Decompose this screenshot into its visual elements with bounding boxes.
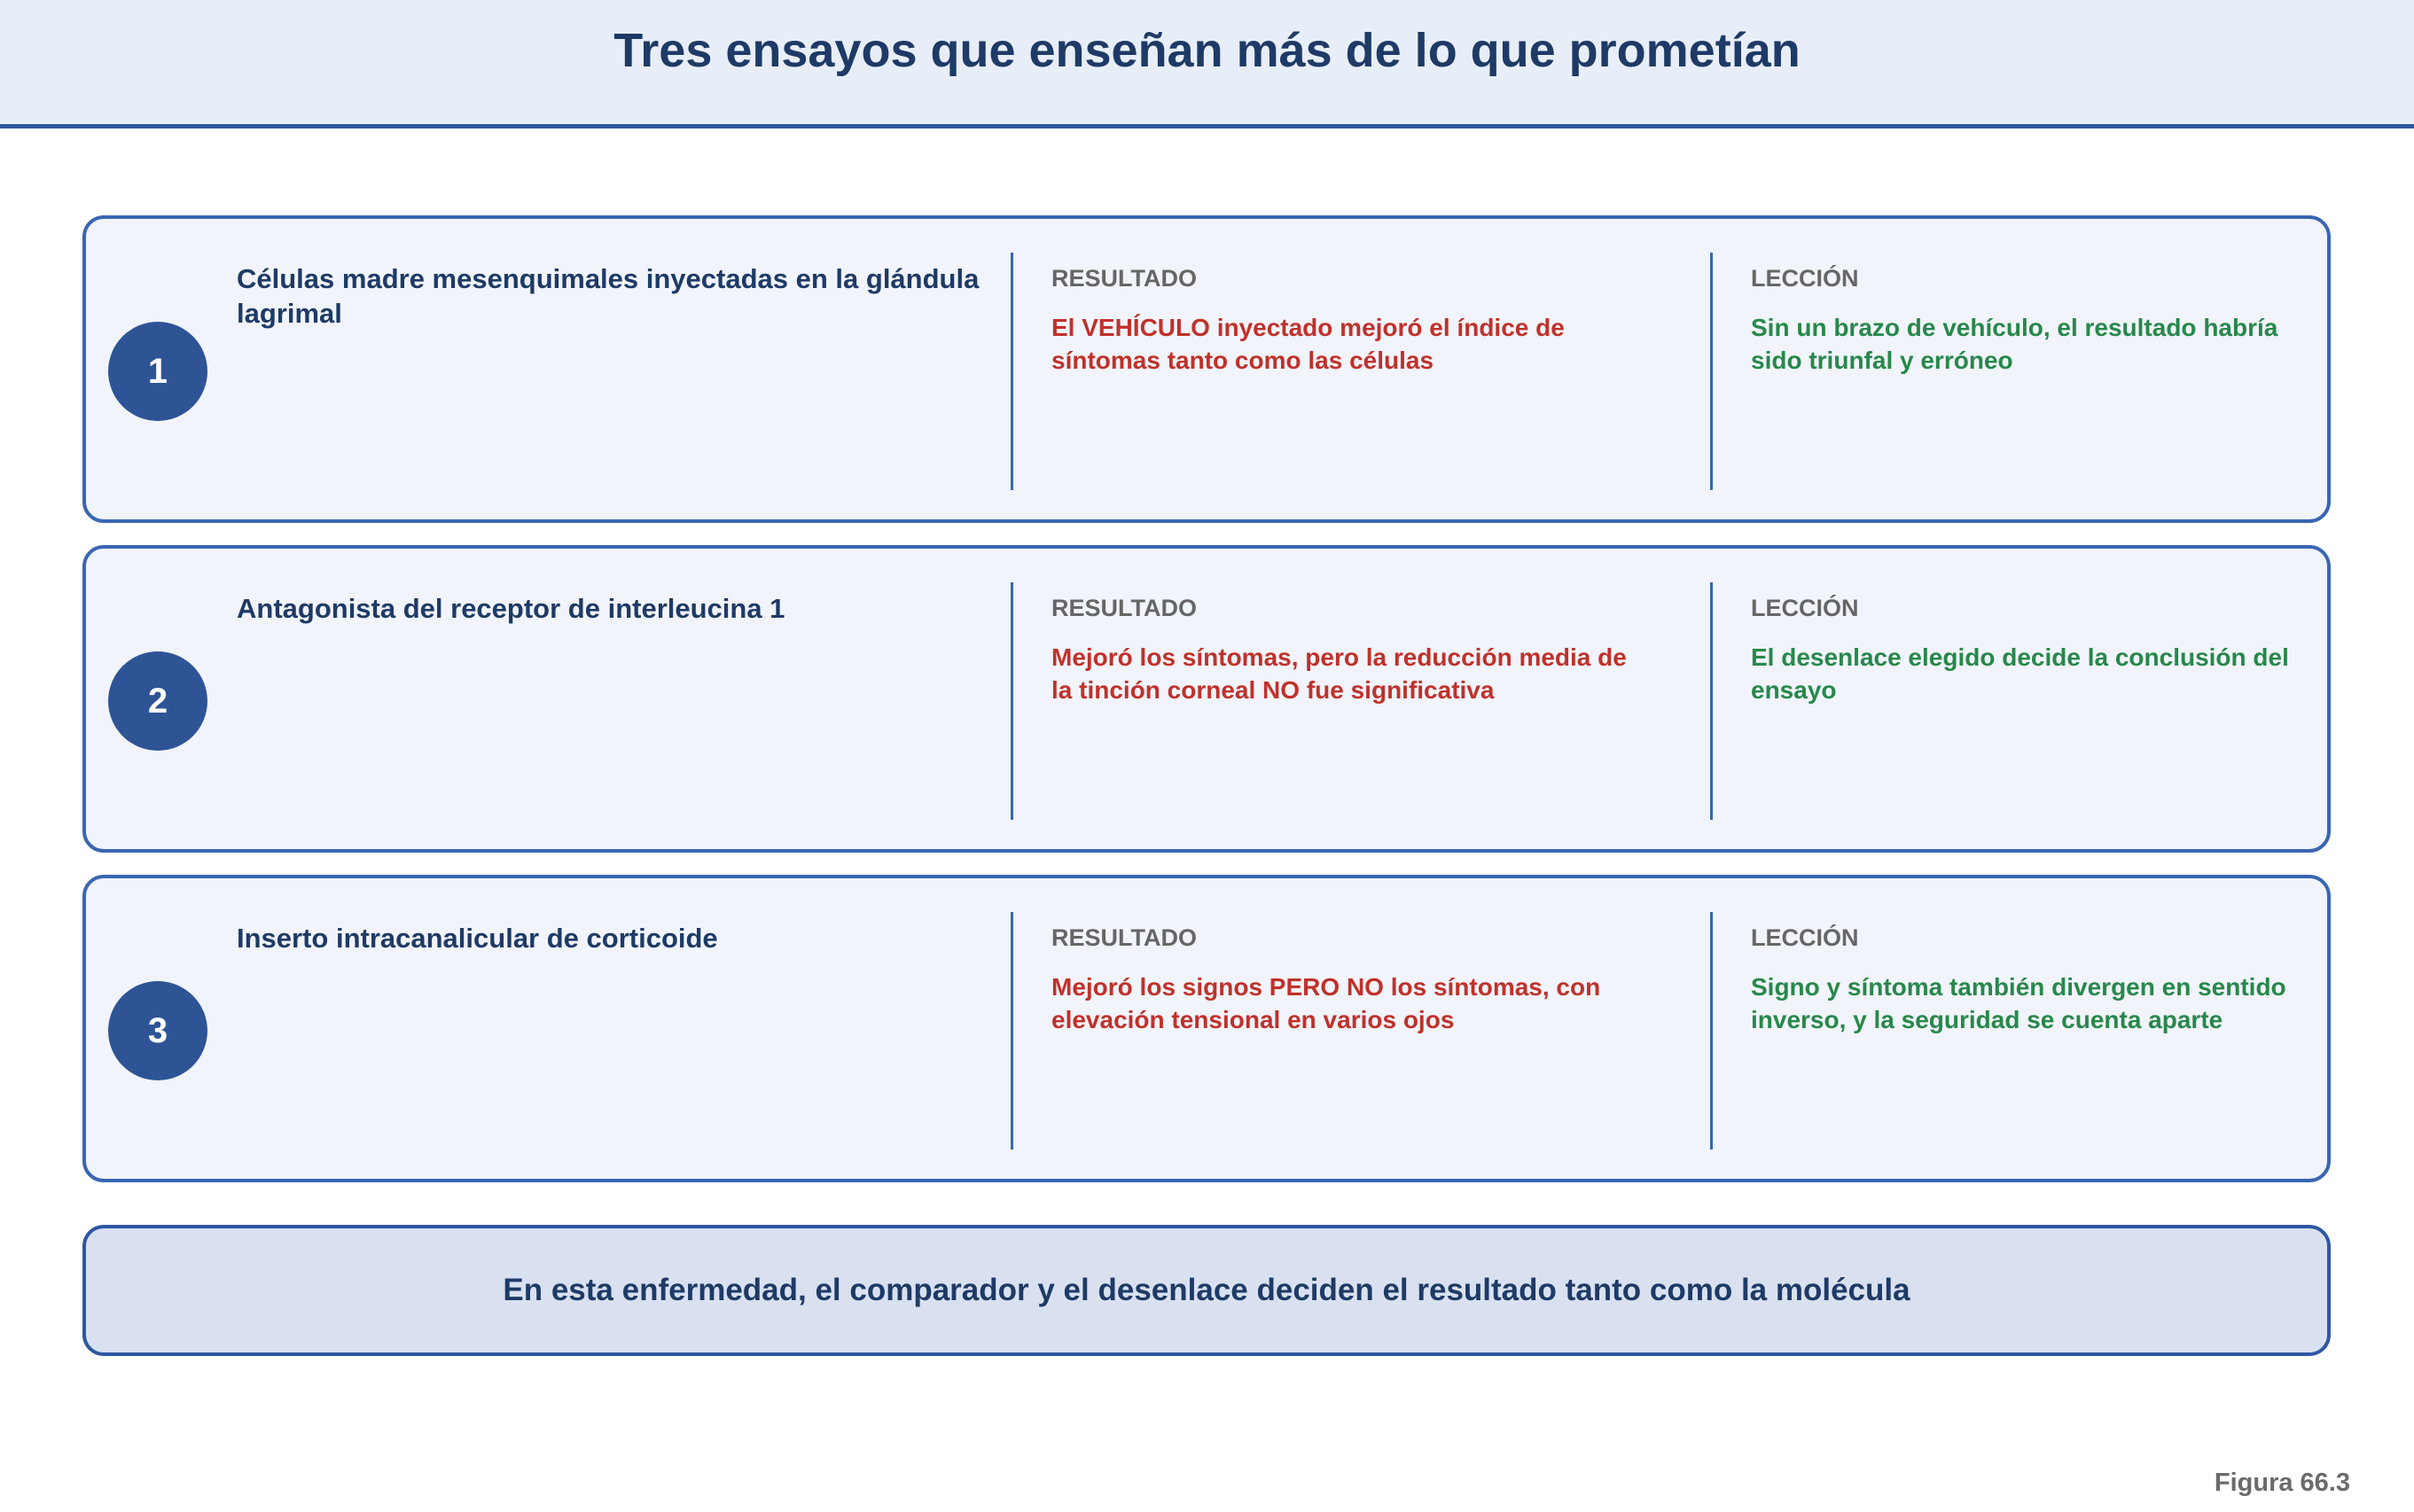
- result-text: El VEHÍCULO inyectado mejoró el índice de síntomas tanto como las células: [1051, 314, 1565, 374]
- column-divider: [1011, 582, 1013, 820]
- result-label: RESULTADO: [1051, 265, 1197, 292]
- trial-number-badge: 2: [108, 651, 207, 751]
- lesson-text: Signo y síntoma también divergen en sentido inverso, y la seguridad se cuenta aparte: [1751, 973, 2286, 1033]
- result-text: Mejoró los síntomas, pero la reducción media de la tinción corneal NO fue significativa: [1051, 643, 1627, 704]
- trial-title: Células madre mesenquimales inyectadas en la glándula lagrimal: [237, 263, 980, 329]
- column-divider: [1710, 582, 1713, 820]
- header-banner: [0, 0, 2414, 129]
- column-divider: [1710, 253, 1713, 490]
- trial-number-badge: 3: [108, 981, 207, 1080]
- page-title: Tres ensayos que enseñan más de lo que prometían: [613, 24, 1801, 77]
- column-divider: [1011, 912, 1013, 1150]
- trial-card-2: [82, 545, 2331, 853]
- lesson-label: LECCIÓN: [1751, 595, 1859, 621]
- conclusion-box: [82, 1225, 2331, 1356]
- column-divider: [1011, 253, 1013, 490]
- result-label: RESULTADO: [1051, 595, 1197, 621]
- trial-title: Inserto intracanalicular de corticoide: [237, 923, 718, 954]
- lesson-label: LECCIÓN: [1751, 924, 1859, 951]
- figure-label: Figura 66.3: [2214, 1469, 2350, 1497]
- result-label: RESULTADO: [1051, 924, 1197, 951]
- column-divider: [1710, 912, 1713, 1150]
- trial-number-badge: 1: [108, 322, 207, 421]
- conclusion-text: En esta enfermedad, el comparador y el desenlace deciden el resultado tanto como la molécula: [503, 1273, 1910, 1307]
- lesson-text: Sin un brazo de vehículo, el resultado habría sido triunfal y erróneo: [1751, 314, 2278, 374]
- lesson-label: LECCIÓN: [1751, 265, 1859, 292]
- trial-card-3: [82, 875, 2331, 1182]
- lesson-text: El desenlace elegido decide la conclusión del ensayo: [1751, 643, 2289, 704]
- result-text: Mejoró los signos PERO NO los síntomas, con elevación tensional en varios ojos: [1051, 973, 1601, 1033]
- trial-title: Antagonista del receptor de interleucina 1: [237, 593, 785, 624]
- trial-card-1: [82, 215, 2331, 523]
